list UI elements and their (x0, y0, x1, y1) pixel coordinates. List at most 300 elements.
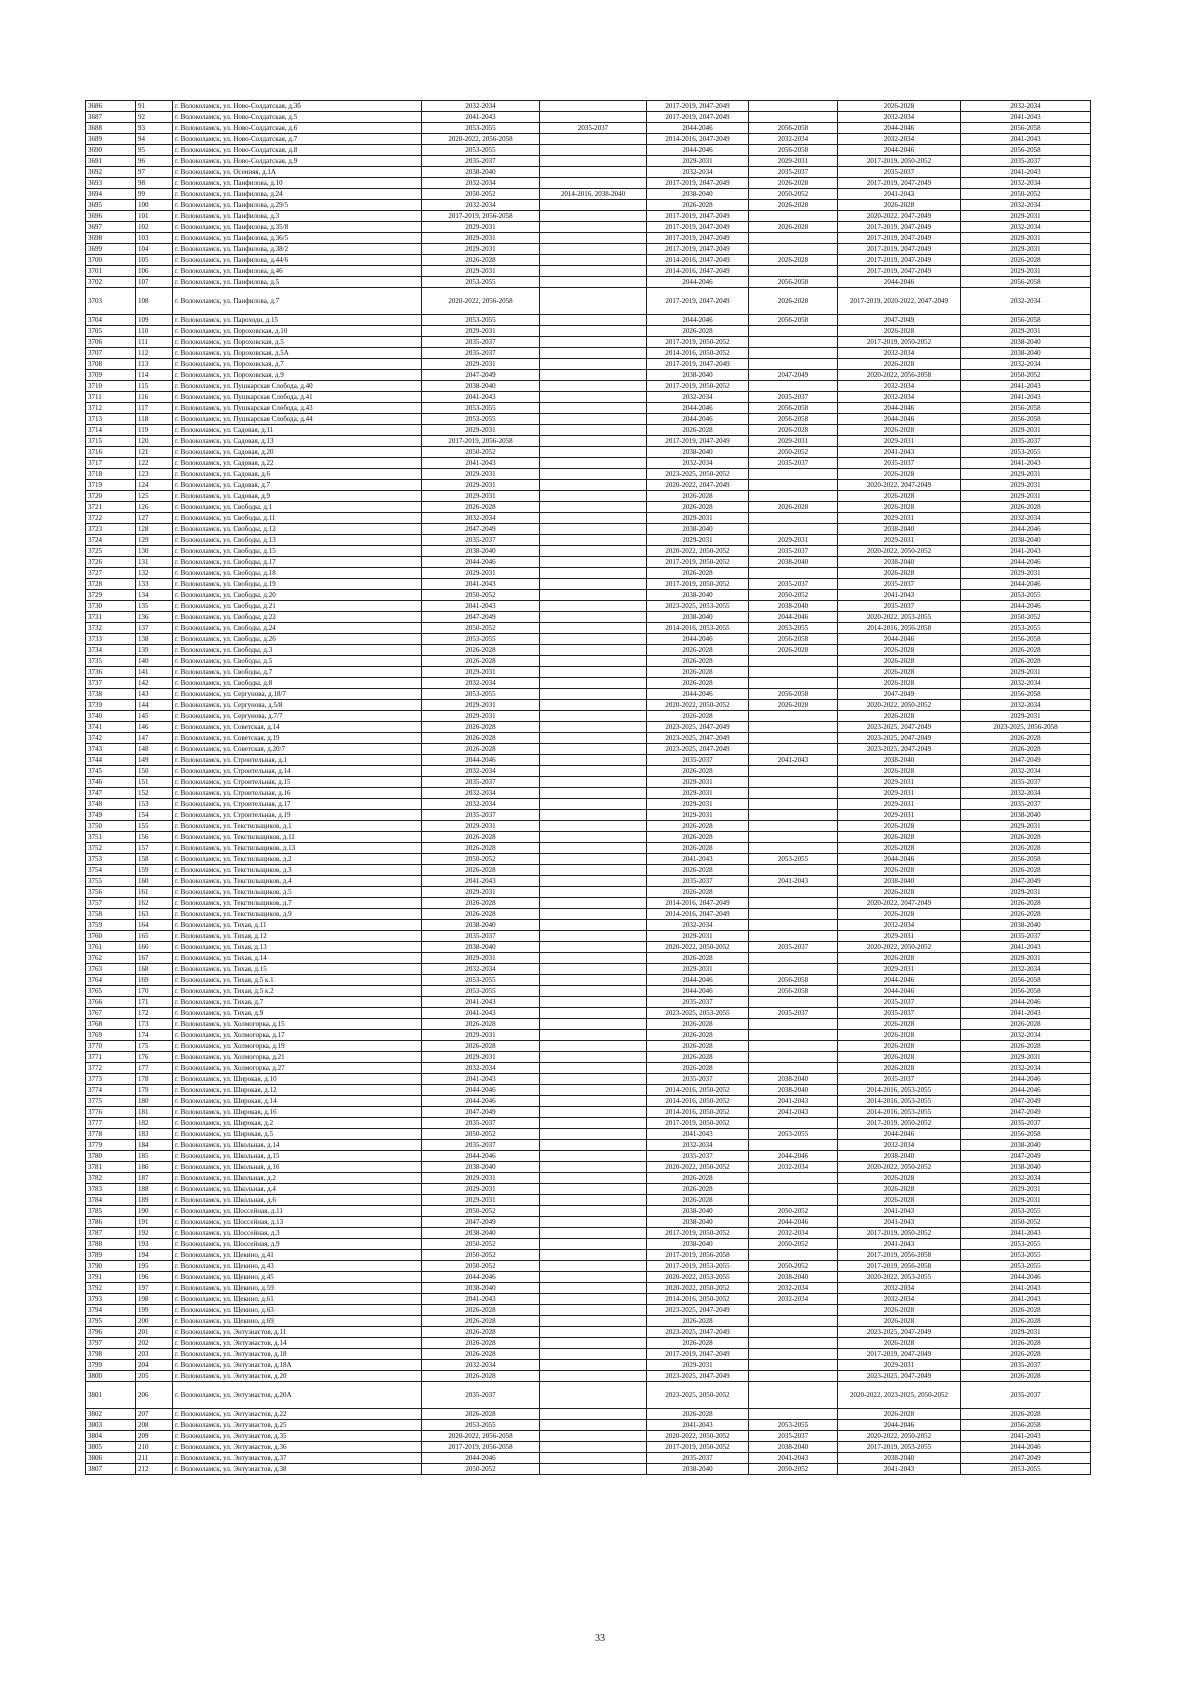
item-number-cell: 95 (136, 145, 173, 156)
item-number-cell: 134 (136, 590, 173, 601)
table-row (86, 535, 1091, 546)
item-number-cell: 187 (136, 1173, 173, 1184)
period-6-cell: 2029-2031 (961, 1327, 1091, 1338)
period-3-cell: 2017-2019, 2050-2052 (647, 557, 749, 568)
period-2-cell (540, 288, 647, 315)
period-1-cell: 2020-2022, 2056-2058 (422, 134, 540, 145)
item-number-cell: 93 (136, 123, 173, 134)
period-4-cell (749, 381, 838, 392)
period-1-cell: 2026-2028 (422, 733, 540, 744)
period-6-cell: 2053-2055 (961, 447, 1091, 458)
table-row (86, 277, 1091, 288)
period-5-cell: 2026-2028 (838, 1305, 961, 1316)
period-3-cell: 2026-2028 (647, 843, 749, 854)
period-3-cell: 2026-2028 (647, 568, 749, 579)
period-5-cell: 2029-2031 (838, 931, 961, 942)
period-4-cell (749, 1140, 838, 1151)
item-number-cell: 154 (136, 810, 173, 821)
row-index-cell: 3783 (86, 1184, 136, 1195)
period-3-cell: 2038-2040 (647, 1206, 749, 1217)
period-3-cell: 2023-2025, 2050-2052 (647, 1382, 749, 1409)
period-6-cell: 2032-2034 (961, 513, 1091, 524)
table-row (86, 1349, 1091, 1360)
period-3-cell: 2026-2028 (647, 200, 749, 211)
row-index-cell: 3694 (86, 189, 136, 200)
period-1-cell: 2017-2019, 2056-2058 (422, 436, 540, 447)
address-cell: г. Волоколамск, ул. Строительная, д.17 (173, 799, 422, 810)
address-cell: г. Волоколамск, ул. Панфилова, д.38/2 (173, 244, 422, 255)
period-5-cell: 2032-2034 (838, 1294, 961, 1305)
period-4-cell (749, 1382, 838, 1409)
period-5-cell: 2026-2028 (838, 832, 961, 843)
item-number-cell: 101 (136, 211, 173, 222)
table-row (86, 909, 1091, 920)
period-6-cell: 2029-2031 (961, 821, 1091, 832)
period-6-cell: 2029-2031 (961, 469, 1091, 480)
item-number-cell: 126 (136, 502, 173, 513)
table-row (86, 1272, 1091, 1283)
address-cell: г. Волоколамск, ул. Ново-Солдатская, д.9 (173, 156, 422, 167)
period-3-cell: 2029-2031 (647, 535, 749, 546)
period-3-cell: 2023-2025, 2050-2052 (647, 469, 749, 480)
address-cell: г. Волоколамск, ул. Шоссейная, д.3 (173, 1228, 422, 1239)
period-1-cell: 2026-2028 (422, 898, 540, 909)
item-number-cell: 175 (136, 1041, 173, 1052)
table-row (86, 1096, 1091, 1107)
period-1-cell: 2029-2031 (422, 1052, 540, 1063)
table-row (86, 634, 1091, 645)
item-number-cell: 103 (136, 233, 173, 244)
period-2-cell (540, 1140, 647, 1151)
row-index-cell: 3700 (86, 255, 136, 266)
period-1-cell: 2026-2028 (422, 1316, 540, 1327)
item-number-cell: 171 (136, 997, 173, 1008)
item-number-cell: 113 (136, 359, 173, 370)
period-2-cell (540, 1195, 647, 1206)
period-1-cell: 2029-2031 (422, 222, 540, 233)
address-cell: г. Волоколамск, ул. Свободы, д.21 (173, 601, 422, 612)
period-3-cell: 2026-2028 (647, 645, 749, 656)
period-3-cell: 2017-2019, 2047-2049 (647, 222, 749, 233)
period-1-cell: 2050-2052 (422, 1206, 540, 1217)
table-row (86, 821, 1091, 832)
address-cell: г. Волоколамск, ул. Школьная, д.15 (173, 1151, 422, 1162)
period-4-cell: 2035-2037 (749, 546, 838, 557)
address-cell: г. Волоколамск, ул. Свободы, д.7 (173, 667, 422, 678)
period-2-cell (540, 1118, 647, 1129)
period-2-cell (540, 953, 647, 964)
row-index-cell: 3734 (86, 645, 136, 656)
item-number-cell: 149 (136, 755, 173, 766)
table-row (86, 1206, 1091, 1217)
period-3-cell: 2017-2019, 2047-2049 (647, 288, 749, 315)
period-1-cell: 2053-2055 (422, 123, 540, 134)
period-4-cell (749, 909, 838, 920)
item-number-cell: 97 (136, 167, 173, 178)
item-number-cell: 116 (136, 392, 173, 403)
period-1-cell: 2035-2037 (422, 1382, 540, 1409)
address-cell: г. Волоколамск, ул. Энтузиастов, д.20А (173, 1382, 422, 1409)
period-1-cell: 2044-2046 (422, 1151, 540, 1162)
period-5-cell: 2026-2028 (838, 1184, 961, 1195)
period-3-cell: 2020-2022, 2050-2052 (647, 1283, 749, 1294)
period-5-cell: 2041-2043 (838, 1239, 961, 1250)
period-2-cell (540, 832, 647, 843)
address-cell: г. Волоколамск, ул. Свободы, д.1 (173, 502, 422, 513)
period-1-cell: 2053-2055 (422, 634, 540, 645)
item-number-cell: 117 (136, 403, 173, 414)
period-5-cell: 2038-2040 (838, 755, 961, 766)
period-4-cell (749, 1118, 838, 1129)
period-1-cell: 2029-2031 (422, 480, 540, 491)
period-5-cell: 2029-2031 (838, 810, 961, 821)
table-row (86, 255, 1091, 266)
period-3-cell: 2038-2040 (647, 1217, 749, 1228)
period-6-cell: 2029-2031 (961, 1052, 1091, 1063)
table-row (86, 469, 1091, 480)
period-4-cell: 2056-2058 (749, 986, 838, 997)
table-row (86, 1382, 1091, 1409)
row-index-cell: 3693 (86, 178, 136, 189)
period-3-cell: 2044-2046 (647, 315, 749, 326)
item-number-cell: 176 (136, 1052, 173, 1063)
row-index-cell: 3715 (86, 436, 136, 447)
period-1-cell: 2029-2031 (422, 425, 540, 436)
period-3-cell: 2029-2031 (647, 964, 749, 975)
period-5-cell: 2044-2046 (838, 854, 961, 865)
period-3-cell: 2014-2016, 2047-2049 (647, 134, 749, 145)
period-3-cell: 2017-2019, 2047-2049 (647, 211, 749, 222)
period-4-cell (749, 491, 838, 502)
period-3-cell: 2026-2028 (647, 953, 749, 964)
period-2-cell (540, 678, 647, 689)
table-row (86, 123, 1091, 134)
period-4-cell (749, 667, 838, 678)
period-3-cell: 2038-2040 (647, 370, 749, 381)
period-4-cell: 2056-2058 (749, 975, 838, 986)
address-cell: г. Волоколамск, ул. Школьная, д.14 (173, 1140, 422, 1151)
period-2-cell (540, 579, 647, 590)
period-2-cell (540, 337, 647, 348)
table-row (86, 1085, 1091, 1096)
period-4-cell (749, 766, 838, 777)
period-2-cell (540, 458, 647, 469)
period-2-cell (540, 469, 647, 480)
period-4-cell: 2044-2046 (749, 1151, 838, 1162)
period-6-cell: 2026-2028 (961, 1349, 1091, 1360)
period-6-cell: 2032-2034 (961, 678, 1091, 689)
period-5-cell: 2044-2046 (838, 145, 961, 156)
period-3-cell: 2044-2046 (647, 277, 749, 288)
table-row (86, 997, 1091, 1008)
period-1-cell: 2050-2052 (422, 623, 540, 634)
address-cell: г. Волоколамск, ул. Шоссейная, д.9 (173, 1239, 422, 1250)
period-4-cell: 2050-2052 (749, 590, 838, 601)
period-1-cell: 2029-2031 (422, 326, 540, 337)
period-2-cell (540, 634, 647, 645)
address-cell: г. Волоколамск, ул. Текстильщиков, д.11 (173, 832, 422, 843)
address-cell: г. Волоколамск, ул. Холмогорка, д.21 (173, 1052, 422, 1063)
period-2-cell: 2014-2016, 2038-2040 (540, 189, 647, 200)
period-6-cell: 2056-2058 (961, 689, 1091, 700)
row-index-cell: 3762 (86, 953, 136, 964)
table-row (86, 1464, 1091, 1475)
table-row (86, 167, 1091, 178)
item-number-cell: 91 (136, 101, 173, 112)
table-row (86, 656, 1091, 667)
period-3-cell: 2026-2028 (647, 711, 749, 722)
period-6-cell: 2026-2028 (961, 733, 1091, 744)
table-row (86, 513, 1091, 524)
period-2-cell (540, 1052, 647, 1063)
period-3-cell: 2014-2016, 2047-2049 (647, 255, 749, 266)
row-index-cell: 3709 (86, 370, 136, 381)
address-cell: г. Волоколамск, ул. Тихая, д.12 (173, 931, 422, 942)
address-cell: г. Волоколамск, ул. Пушкарская Слобода, д.40 (173, 381, 422, 392)
period-3-cell: 2035-2037 (647, 1453, 749, 1464)
period-6-cell: 2044-2046 (961, 557, 1091, 568)
item-number-cell: 144 (136, 700, 173, 711)
period-4-cell: 2035-2037 (749, 167, 838, 178)
address-cell: г. Волоколамск, ул. Строительная, д.19 (173, 810, 422, 821)
period-2-cell (540, 1074, 647, 1085)
period-1-cell: 2017-2019, 2056-2058 (422, 1442, 540, 1453)
period-1-cell: 2029-2031 (422, 821, 540, 832)
table-row (86, 755, 1091, 766)
period-5-cell: 2026-2028 (838, 887, 961, 898)
period-4-cell: 2050-2052 (749, 447, 838, 458)
period-6-cell: 2032-2034 (961, 766, 1091, 777)
item-number-cell: 139 (136, 645, 173, 656)
period-5-cell: 2038-2040 (838, 524, 961, 535)
address-cell: г. Волоколамск, ул. Садовая, д.6 (173, 469, 422, 480)
period-1-cell: 2035-2037 (422, 348, 540, 359)
period-2-cell (540, 1162, 647, 1173)
address-cell: г. Волоколамск, ул. Панфилова, д.5 (173, 277, 422, 288)
period-5-cell: 2026-2028 (838, 1316, 961, 1327)
period-6-cell: 2026-2028 (961, 656, 1091, 667)
address-cell: г. Волоколамск, ул. Садовая, д.9 (173, 491, 422, 502)
table-row (86, 1063, 1091, 1074)
period-6-cell: 2041-2043 (961, 942, 1091, 953)
address-cell: г. Волоколамск, ул. Сергунова, д.18/7 (173, 689, 422, 700)
item-number-cell: 170 (136, 986, 173, 997)
table-row (86, 1019, 1091, 1030)
period-2-cell (540, 700, 647, 711)
table-row (86, 359, 1091, 370)
period-4-cell: 2032-2034 (749, 134, 838, 145)
period-3-cell: 2026-2028 (647, 821, 749, 832)
period-3-cell: 2014-2016, 2050-2052 (647, 1096, 749, 1107)
period-1-cell: 2029-2031 (422, 244, 540, 255)
period-5-cell: 2026-2028 (838, 1409, 961, 1420)
period-4-cell (749, 1173, 838, 1184)
row-index-cell: 3704 (86, 315, 136, 326)
row-index-cell: 3742 (86, 733, 136, 744)
table-row (86, 436, 1091, 447)
period-2-cell (540, 1409, 647, 1420)
item-number-cell: 132 (136, 568, 173, 579)
row-index-cell: 3689 (86, 134, 136, 145)
period-1-cell: 2038-2040 (422, 1162, 540, 1173)
period-1-cell: 2035-2037 (422, 156, 540, 167)
period-5-cell: 2020-2022, 2047-2049 (838, 898, 961, 909)
period-5-cell: 2017-2019, 2020-2022, 2047-2049 (838, 288, 961, 315)
table-row (86, 689, 1091, 700)
period-2-cell (540, 623, 647, 634)
period-1-cell: 2029-2031 (422, 887, 540, 898)
period-3-cell: 2017-2019, 2050-2052 (647, 1118, 749, 1129)
period-5-cell: 2041-2043 (838, 447, 961, 458)
address-cell: г. Волоколамск, ул. Панфилова, д.24 (173, 189, 422, 200)
period-5-cell: 2041-2043 (838, 590, 961, 601)
period-2-cell (540, 1420, 647, 1431)
item-number-cell: 185 (136, 1151, 173, 1162)
period-6-cell: 2032-2034 (961, 1063, 1091, 1074)
period-3-cell: 2020-2022, 2050-2052 (647, 942, 749, 953)
period-4-cell (749, 964, 838, 975)
table-row (86, 189, 1091, 200)
period-1-cell: 2050-2052 (422, 854, 540, 865)
address-cell: г. Волоколамск, ул. Шоссейная, д.13 (173, 1217, 422, 1228)
table-row (86, 1184, 1091, 1195)
item-number-cell: 191 (136, 1217, 173, 1228)
period-6-cell: 2032-2034 (961, 1030, 1091, 1041)
address-cell: г. Волоколамск, ул. Пороховская, д.10 (173, 326, 422, 337)
period-1-cell: 2032-2034 (422, 1063, 540, 1074)
period-6-cell: 2026-2028 (961, 909, 1091, 920)
address-cell: г. Волоколамск, ул. Текстильщиков, д.1 (173, 821, 422, 832)
period-1-cell: 2017-2019, 2056-2058 (422, 211, 540, 222)
period-2-cell (540, 1338, 647, 1349)
item-number-cell: 177 (136, 1063, 173, 1074)
period-6-cell: 2029-2031 (961, 711, 1091, 722)
period-1-cell: 2035-2037 (422, 777, 540, 788)
item-number-cell: 192 (136, 1228, 173, 1239)
table-row (86, 1008, 1091, 1019)
period-4-cell (749, 810, 838, 821)
item-number-cell: 143 (136, 689, 173, 700)
period-4-cell (749, 898, 838, 909)
period-2-cell (540, 568, 647, 579)
row-index-cell: 3730 (86, 601, 136, 612)
row-index-cell: 3735 (86, 656, 136, 667)
period-5-cell: 2032-2034 (838, 134, 961, 145)
row-index-cell: 3764 (86, 975, 136, 986)
address-cell: г. Волоколамск, ул. Текстильщиков, д.9 (173, 909, 422, 920)
period-1-cell: 2026-2028 (422, 865, 540, 876)
table-row (86, 623, 1091, 634)
address-cell: г. Волоколамск, ул. Ново-Солдатская, д.8 (173, 145, 422, 156)
item-number-cell: 108 (136, 288, 173, 315)
period-6-cell: 2035-2037 (961, 931, 1091, 942)
address-cell: г. Волоколамск, ул. Энтузиастов, д.37 (173, 1453, 422, 1464)
item-number-cell: 197 (136, 1283, 173, 1294)
row-index-cell: 3721 (86, 502, 136, 513)
period-5-cell: 2026-2028 (838, 821, 961, 832)
row-index-cell: 3781 (86, 1162, 136, 1173)
period-1-cell: 2032-2034 (422, 178, 540, 189)
period-5-cell: 2026-2028 (838, 1030, 961, 1041)
period-2-cell (540, 1431, 647, 1442)
period-1-cell: 2050-2052 (422, 1239, 540, 1250)
period-2-cell (540, 656, 647, 667)
item-number-cell: 194 (136, 1250, 173, 1261)
table-row (86, 788, 1091, 799)
period-1-cell: 2053-2055 (422, 414, 540, 425)
period-4-cell: 2041-2043 (749, 1453, 838, 1464)
period-2-cell (540, 1173, 647, 1184)
address-cell: г. Волоколамск, ул. Школьная, д.16 (173, 1162, 422, 1173)
item-number-cell: 161 (136, 887, 173, 898)
table-row (86, 233, 1091, 244)
period-3-cell: 2017-2019, 2056-2058 (647, 1250, 749, 1261)
period-1-cell: 2029-2031 (422, 667, 540, 678)
period-3-cell: 2017-2019, 2047-2049 (647, 112, 749, 123)
table-row (86, 1442, 1091, 1453)
row-index-cell: 3708 (86, 359, 136, 370)
period-6-cell: 2032-2034 (961, 200, 1091, 211)
period-2-cell (540, 1206, 647, 1217)
period-1-cell: 2044-2046 (422, 1096, 540, 1107)
period-3-cell: 2017-2019, 2053-2055 (647, 1261, 749, 1272)
item-number-cell: 201 (136, 1327, 173, 1338)
table-row (86, 200, 1091, 211)
period-5-cell: 2017-2019, 2050-2052 (838, 337, 961, 348)
period-6-cell: 2056-2058 (961, 1129, 1091, 1140)
table-row (86, 843, 1091, 854)
address-cell: г. Волоколамск, ул. Советская, д.14 (173, 722, 422, 733)
period-4-cell: 2056-2058 (749, 315, 838, 326)
period-4-cell (749, 733, 838, 744)
period-1-cell: 2038-2040 (422, 1228, 540, 1239)
table-row (86, 1420, 1091, 1431)
period-4-cell (749, 1041, 838, 1052)
period-6-cell: 2053-2055 (961, 1206, 1091, 1217)
row-index-cell: 3800 (86, 1371, 136, 1382)
item-number-cell: 92 (136, 112, 173, 123)
period-2-cell (540, 788, 647, 799)
period-2-cell (540, 722, 647, 733)
table-row (86, 1118, 1091, 1129)
period-3-cell: 2032-2034 (647, 167, 749, 178)
item-number-cell: 141 (136, 667, 173, 678)
period-4-cell: 2041-2043 (749, 1096, 838, 1107)
row-index-cell: 3791 (86, 1272, 136, 1283)
period-4-cell: 2032-2034 (749, 1228, 838, 1239)
period-3-cell: 2044-2046 (647, 986, 749, 997)
period-6-cell: 2038-2040 (961, 1140, 1091, 1151)
period-3-cell: 2026-2028 (647, 678, 749, 689)
period-3-cell: 2038-2040 (647, 524, 749, 535)
period-5-cell: 2017-2019, 2056-2058 (838, 1261, 961, 1272)
period-2-cell (540, 986, 647, 997)
period-6-cell: 2056-2058 (961, 123, 1091, 134)
period-6-cell: 2032-2034 (961, 222, 1091, 233)
period-2-cell (540, 1261, 647, 1272)
period-1-cell: 2029-2031 (422, 711, 540, 722)
address-cell: г. Волоколамск, ул. Щекино, д.61 (173, 1294, 422, 1305)
period-2-cell (540, 1305, 647, 1316)
period-4-cell (749, 711, 838, 722)
item-number-cell: 118 (136, 414, 173, 425)
period-4-cell: 2026-2028 (749, 178, 838, 189)
period-4-cell (749, 920, 838, 931)
table-row (86, 898, 1091, 909)
row-index-cell: 3699 (86, 244, 136, 255)
period-1-cell: 2041-2043 (422, 392, 540, 403)
period-2-cell (540, 447, 647, 458)
